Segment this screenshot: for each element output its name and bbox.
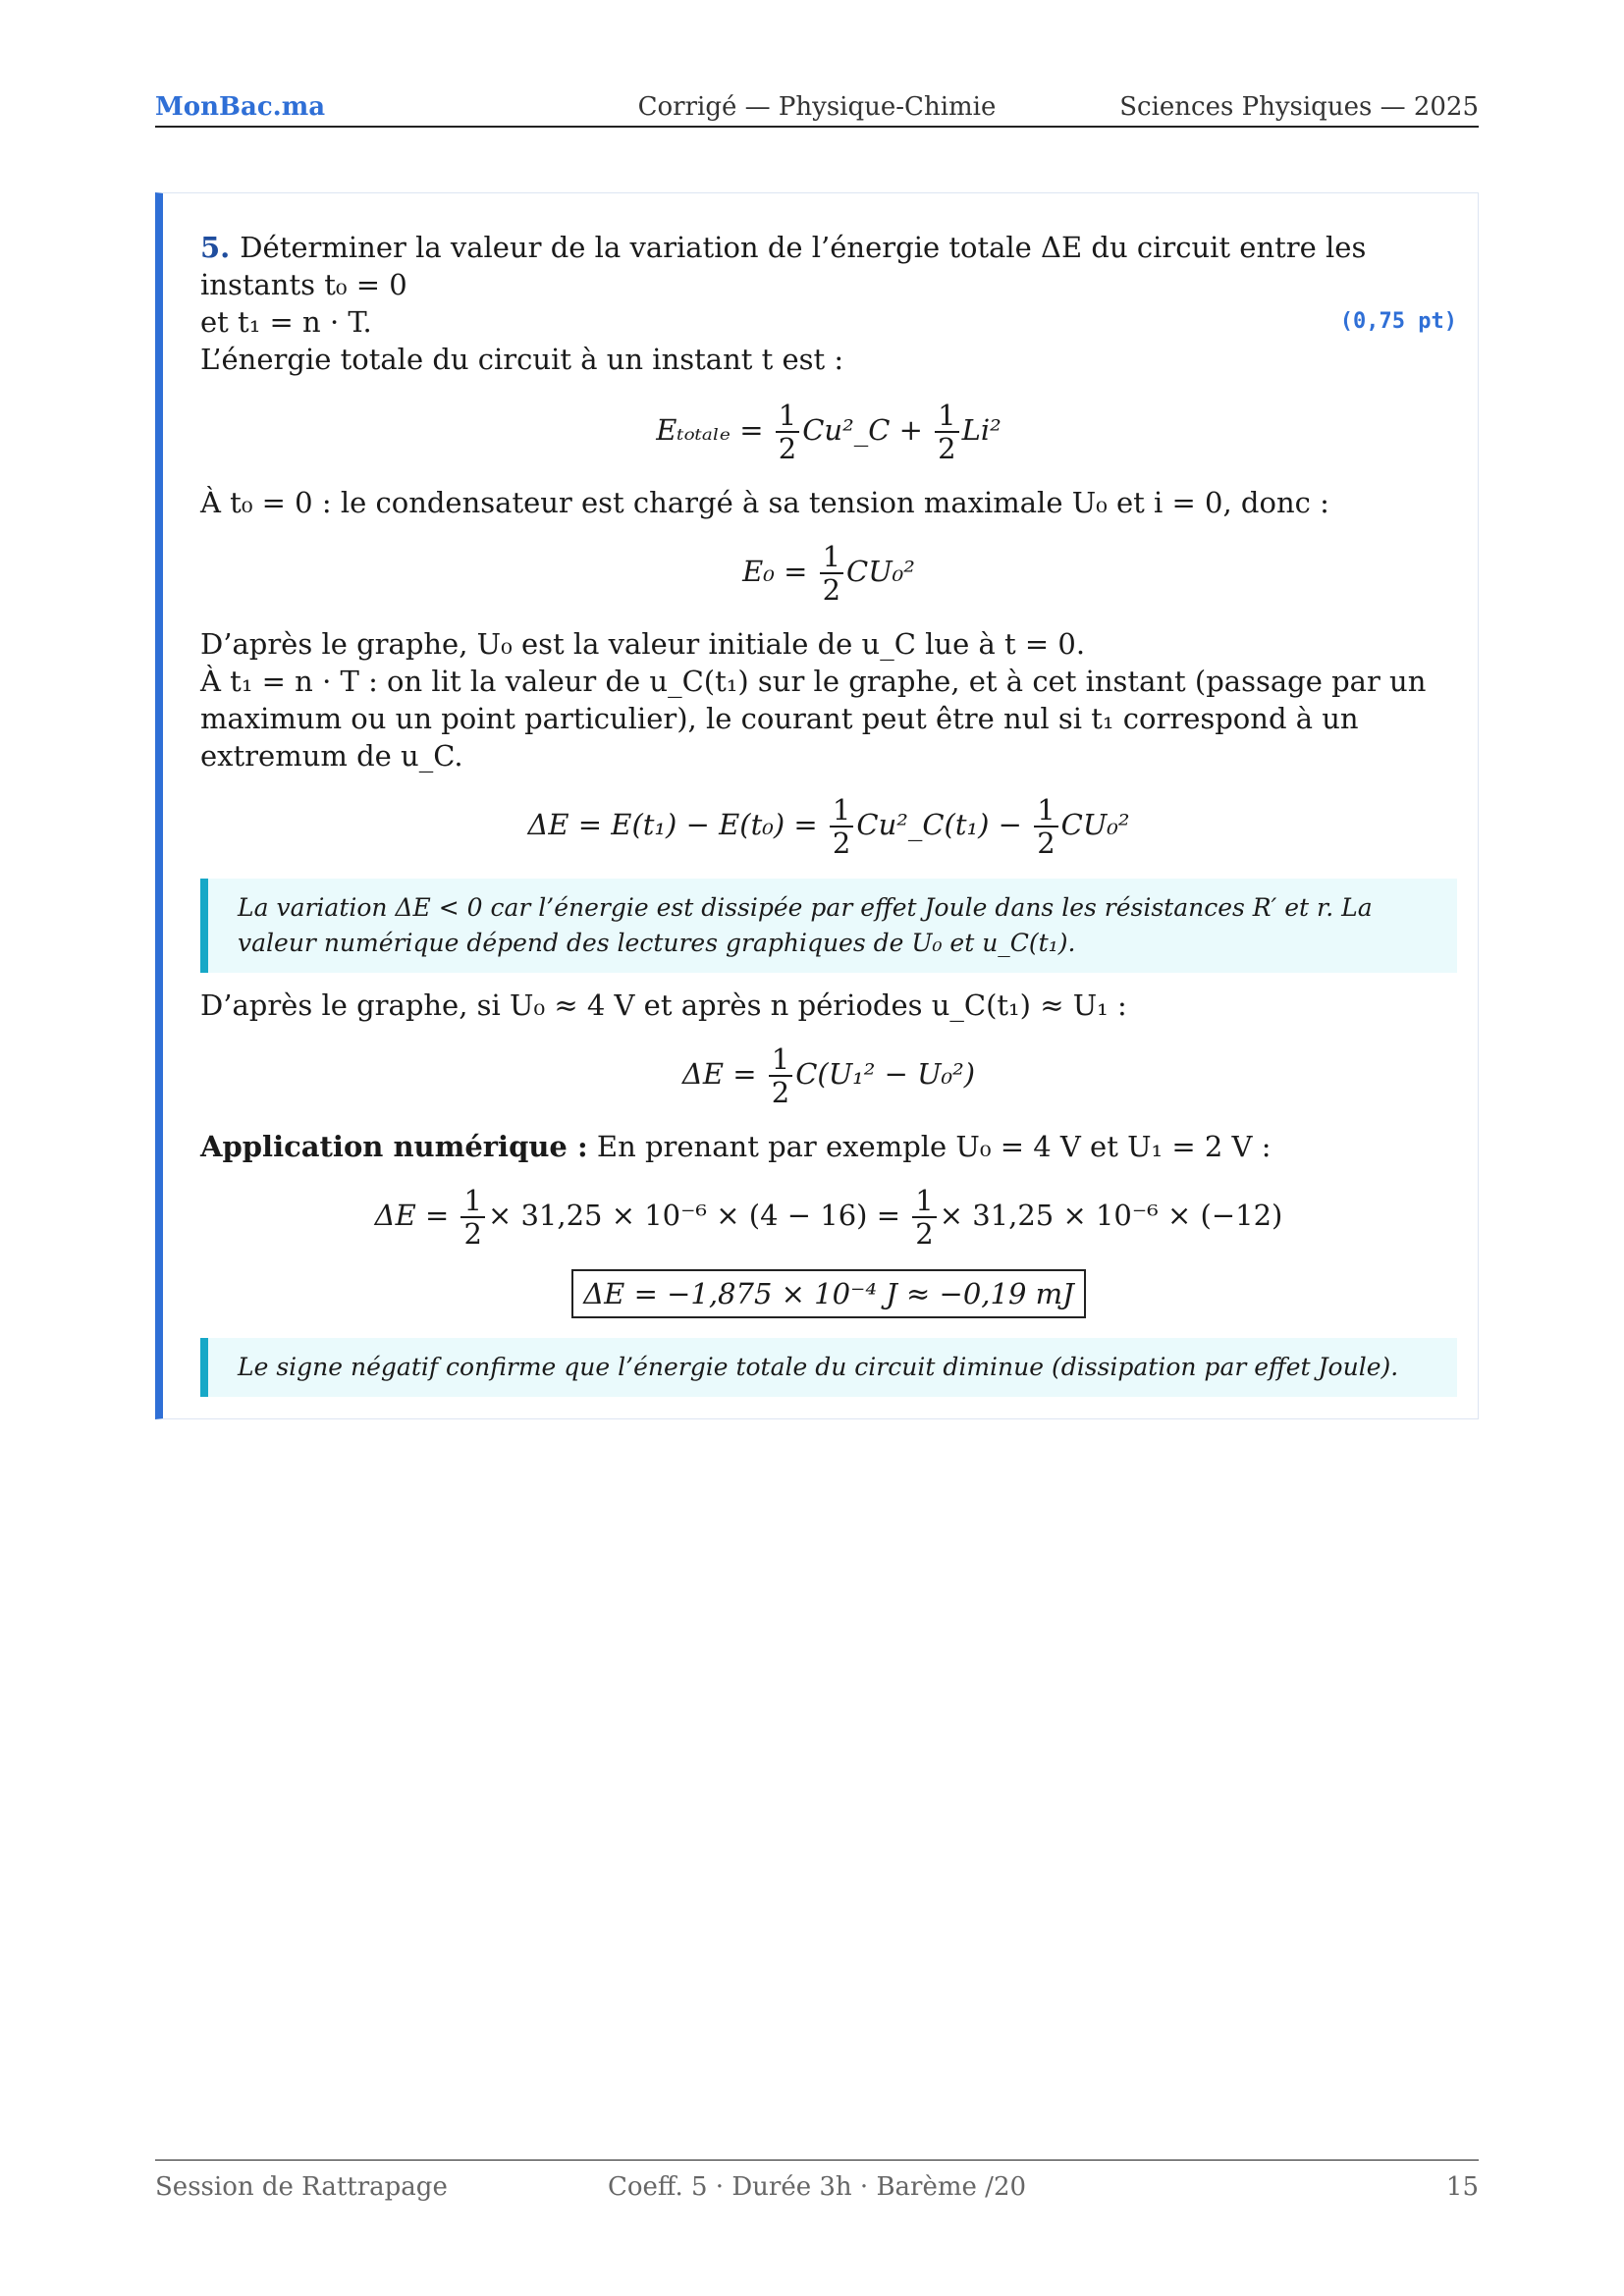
remark-note-1: La variation ΔE < 0 car l’énergie est dissipée par effet Joule dans les résistances R′ et r. La valeur numérique dépend des lectures graphiques de U₀ et u_C(t₁). [200, 879, 1457, 973]
fraction-half: $\frac{1}{2}$ [830, 794, 853, 859]
eq5-lhs: ΔE = [374, 1199, 450, 1232]
page-header [155, 90, 1479, 128]
fraction-half: $\frac{1}{2}$ [460, 1185, 484, 1250]
result-equation [200, 1269, 1457, 1318]
statement-line-1: Déterminer la valeur de la variation de l’énergie totale ΔE du circuit entre les instants t₀ = 0 [200, 231, 1367, 301]
eq5-end: × 31,25 × 10⁻⁶ × (−12) [939, 1199, 1283, 1232]
eq5-mid: × 31,25 × 10⁻⁶ × (4 − 16) = [487, 1199, 901, 1232]
fraction-half: $\frac{1}{2}$ [912, 1185, 936, 1250]
question-number: 5. [200, 231, 231, 264]
fraction-half: $\frac{1}{2}$ [820, 541, 843, 606]
fraction-half: $\frac{1}{2}$ [1034, 794, 1057, 859]
document-title: Corrigé — Physique-Chimie [637, 92, 997, 122]
eq4-lhs: ΔE = [681, 1057, 757, 1091]
equation-total-energy [200, 400, 1457, 464]
eq3-term2: CU₀² [1060, 808, 1130, 841]
question-card [155, 192, 1479, 1419]
points-badge: (0,75 pt) [1339, 309, 1457, 334]
application-line [200, 1128, 1457, 1165]
eq3-term1: Cu²_C(t₁) − [856, 808, 1022, 841]
question-content [200, 229, 1457, 1411]
equation-energy-variation [200, 794, 1457, 859]
subject-year: Sciences Physiques — 2025 [1119, 92, 1479, 122]
remark-note-2: Le signe négatif confirme que l’énergie totale du circuit diminue (dissipation par effet Joule). [200, 1338, 1457, 1397]
application-text: En prenant par exemple U₀ = 4 V et U₁ = 2 V : [596, 1130, 1272, 1163]
paragraph-5: D’après le graphe, si U₀ ≈ 4 V et après n périodes u_C(t₁) ≈ U₁ : [200, 988, 1127, 1022]
page-number: 15 [1445, 2172, 1479, 2202]
eq2-lhs: E₀ = [742, 555, 808, 588]
fraction-half: $\frac{1}{2}$ [935, 400, 958, 464]
fraction-half: $\frac{1}{2}$ [769, 1043, 792, 1108]
eq2-term: CU₀² [846, 555, 915, 588]
exam-meta: Coeff. 5 · Durée 3h · Barème /20 [607, 2172, 1027, 2202]
question-statement [200, 229, 1457, 303]
question-statement-2 [200, 303, 1457, 341]
result-box: ΔE = −1,875 × 10⁻⁴ J ≈ −0,19 mJ [571, 1269, 1086, 1318]
page-footer [155, 2160, 1479, 2210]
brand-logo[interactable]: MonBac.ma [155, 92, 326, 122]
application-label: Application numérique : [200, 1130, 588, 1163]
equation-numeric [200, 1185, 1457, 1250]
equation-initial-energy [200, 541, 1457, 606]
paragraph-2: À t₀ = 0 : le condensateur est chargé à sa tension maximale U₀ et i = 0, donc : [200, 486, 1329, 519]
eq3-lhs: ΔE = E(t₁) − E(t₀) = [527, 808, 818, 841]
session-label: Session de Rattrapage [155, 2172, 448, 2202]
eq1-lhs: Eₜₒₜₐₗₑ = [656, 413, 764, 447]
equation-delta-e-general [200, 1043, 1457, 1108]
fraction-half: $\frac{1}{2}$ [776, 400, 799, 464]
paragraph-4: À t₁ = n · T : on lit la valeur de u_C(t₁) sur le graphe, et à cet instant (passage par un maximum ou un point particulier), le courant peut être nul si t₁ correspond à un extremum de u_C. [200, 665, 1427, 773]
statement-line-2: et t₁ = n · T. [200, 305, 372, 339]
paragraph-3: D’après le graphe, U₀ est la valeur initiale de u_C lue à t = 0. [200, 627, 1086, 661]
eq1-term2: Li² [961, 413, 1001, 447]
eq4-term: C(U₁² − U₀²) [795, 1057, 976, 1091]
paragraph-1: L’énergie totale du circuit à un instant t est : [200, 343, 844, 376]
eq1-term1: Cu²_C + [802, 413, 923, 447]
